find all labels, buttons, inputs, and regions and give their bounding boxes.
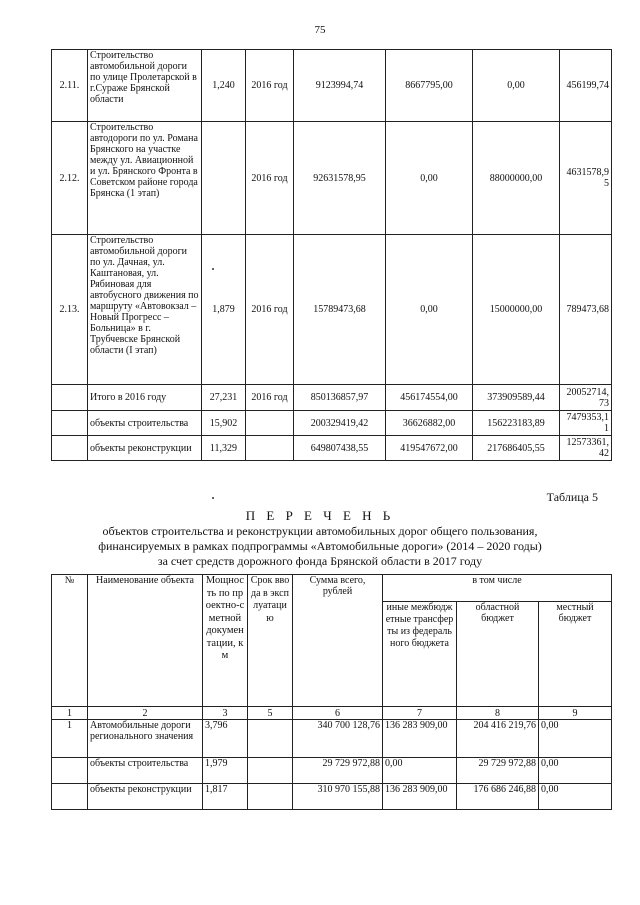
header-term: Срок ввода в эксплуатацию — [248, 575, 293, 707]
row-number — [52, 411, 88, 436]
total-cell: 92631578,95 — [294, 122, 386, 235]
table-row — [52, 758, 612, 784]
transfer-cell: 136 283 909,00 — [383, 784, 457, 810]
table-row — [52, 720, 612, 758]
regional-cell: 29 729 972,88 — [457, 758, 539, 784]
term-cell — [248, 758, 293, 784]
local-cell: 7479353,11 — [560, 411, 612, 436]
year-cell: 2016 год — [246, 235, 294, 385]
row-number: 1 — [52, 720, 88, 758]
length-cell: 11,329 — [202, 436, 246, 461]
document-title: П Е Р Е Ч Е Н Ь — [245, 508, 395, 523]
length-cell: 27,231 — [202, 385, 246, 411]
object-name: Итого в 2016 году — [88, 385, 202, 411]
regional-cell: 204 416 219,76 — [457, 720, 539, 758]
subtitle-line: объектов строительства и реконструкции автомобильных дорог общего пользования, — [102, 524, 538, 538]
column-number: 6 — [293, 707, 383, 720]
column-number: 3 — [203, 707, 248, 720]
table-row — [52, 385, 612, 411]
local-cell: 20052714,73 — [560, 385, 612, 411]
column-numbers-row — [52, 707, 612, 720]
header-power: Мощность по проектно-сметной документации, км — [203, 575, 248, 707]
scan-speck — [212, 268, 214, 270]
row-number — [52, 784, 88, 810]
local-cell: 0,00 — [539, 758, 612, 784]
object-name: Автомобильные дороги регионального значения — [88, 720, 203, 758]
transfer-cell: 36626882,00 — [386, 411, 473, 436]
regional-cell: 0,00 — [473, 50, 560, 122]
sum-cell: 310 970 155,88 — [293, 784, 383, 810]
regional-cell: 156223183,89 — [473, 411, 560, 436]
total-cell: 9123994,74 — [294, 50, 386, 122]
power-cell: 3,796 — [203, 720, 248, 758]
transfer-cell: 136 283 909,00 — [383, 720, 457, 758]
row-number: 2.12. — [52, 122, 88, 235]
year-cell: 2016 год — [246, 50, 294, 122]
local-cell: 0,00 — [539, 720, 612, 758]
page-number: 75 — [314, 24, 326, 36]
object-name: Строительство автомобильной дороги по ул. Дачная, ул. Каштановая, ул. Рябиновая для автобусного движения по маршруту «Автовокзал – Новый Прогресс – Больница» в г. Трубчевске Брянской области (I этап) — [88, 235, 202, 385]
subtitle-line: за счет средств дорожного фонда Брянской области в 2017 году — [157, 554, 483, 568]
year-cell — [246, 436, 294, 461]
subtitle-line: финансируемых в рамках подпрограммы «Автомобильные дороги» (2014 – 2020 годы) — [98, 539, 542, 553]
local-cell: 789473,68 — [560, 235, 612, 385]
table-5 — [51, 574, 612, 810]
length-cell: 1,879 — [202, 235, 246, 385]
document-subtitle — [40, 524, 600, 569]
transfer-cell: 0,00 — [386, 235, 473, 385]
header-including: в том числе — [383, 575, 612, 602]
regional-cell: 373909589,44 — [473, 385, 560, 411]
scan-speck — [212, 497, 214, 499]
total-cell: 649807438,55 — [294, 436, 386, 461]
header-regional: областной бюджет — [457, 602, 539, 707]
header-sum: Сумма всего, рублей — [293, 575, 383, 707]
column-number: 8 — [457, 707, 539, 720]
table-row — [52, 235, 612, 385]
sum-cell: 29 729 972,88 — [293, 758, 383, 784]
row-number: 2.11. — [52, 50, 88, 122]
header-transfers: иные межбюджетные трансферты из федерального бюджета — [383, 602, 457, 707]
continuation-table — [51, 49, 612, 461]
regional-cell: 15000000,00 — [473, 235, 560, 385]
column-number: 1 — [52, 707, 88, 720]
local-cell: 12573361,42 — [560, 436, 612, 461]
local-cell: 4631578,95 — [560, 122, 612, 235]
transfer-cell: 419547672,00 — [386, 436, 473, 461]
power-cell: 1,979 — [203, 758, 248, 784]
column-number: 9 — [539, 707, 612, 720]
object-name: объекты строительства — [88, 758, 203, 784]
header-row — [52, 575, 612, 602]
row-number — [52, 436, 88, 461]
header-num: № — [52, 575, 88, 707]
transfer-cell: 8667795,00 — [386, 50, 473, 122]
table-row — [52, 50, 612, 122]
total-cell: 850136857,97 — [294, 385, 386, 411]
length-cell: 15,902 — [202, 411, 246, 436]
regional-cell: 176 686 246,88 — [457, 784, 539, 810]
transfer-cell: 0,00 — [386, 122, 473, 235]
regional-cell: 88000000,00 — [473, 122, 560, 235]
row-number: 2.13. — [52, 235, 88, 385]
object-name: объекты реконструкции — [88, 436, 202, 461]
power-cell: 1,817 — [203, 784, 248, 810]
year-cell: 2016 год — [246, 122, 294, 235]
column-number: 2 — [88, 707, 203, 720]
object-name: Строительство автодороги по ул. Романа Брянского на участке между ул. Авиационной и ул. Брянского Фронта в Советском районе города Брянска (1 этап) — [88, 122, 202, 235]
term-cell — [248, 784, 293, 810]
object-name: объекты реконструкции — [88, 784, 203, 810]
object-name: объекты строительства — [88, 411, 202, 436]
header-name: Наименование объекта — [88, 575, 203, 707]
regional-cell: 217686405,55 — [473, 436, 560, 461]
table-label: Таблица 5 — [546, 490, 598, 504]
row-number — [52, 385, 88, 411]
table-row — [52, 436, 612, 461]
transfer-cell: 0,00 — [383, 758, 457, 784]
header-local: местный бюджет — [539, 602, 612, 707]
row-number — [52, 758, 88, 784]
total-cell: 200329419,42 — [294, 411, 386, 436]
table-row — [52, 122, 612, 235]
length-cell: 1,240 — [202, 50, 246, 122]
column-number: 7 — [383, 707, 457, 720]
local-cell: 456199,74 — [560, 50, 612, 122]
object-name: Строительство автомобильной дороги по улице Пролетарской в г.Сураже Брянской области — [88, 50, 202, 122]
column-number: 5 — [248, 707, 293, 720]
table-row — [52, 411, 612, 436]
length-cell — [202, 122, 246, 235]
transfer-cell: 456174554,00 — [386, 385, 473, 411]
sum-cell: 340 700 128,76 — [293, 720, 383, 758]
table-row — [52, 784, 612, 810]
year-cell: 2016 год — [246, 385, 294, 411]
local-cell: 0,00 — [539, 784, 612, 810]
year-cell — [246, 411, 294, 436]
total-cell: 15789473,68 — [294, 235, 386, 385]
term-cell — [248, 720, 293, 758]
